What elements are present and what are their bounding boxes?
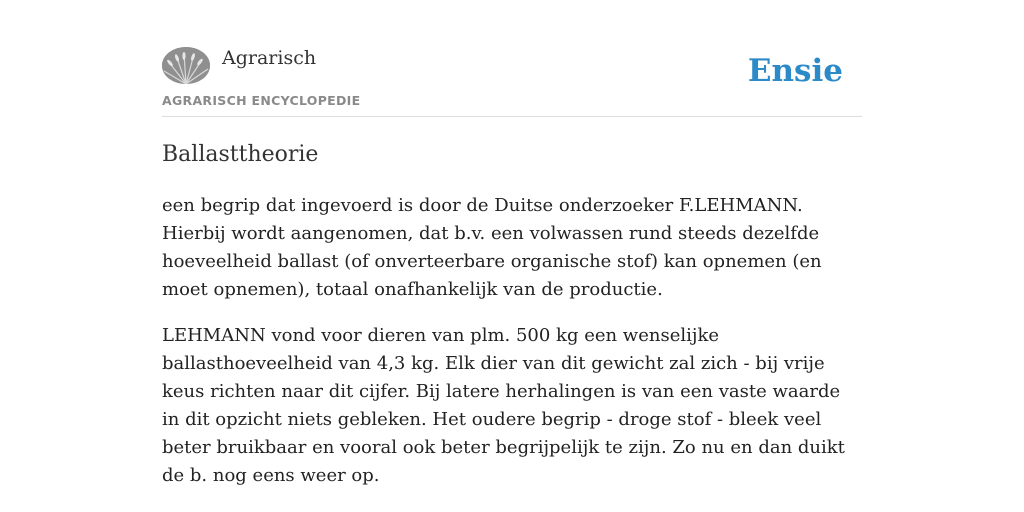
header (162, 46, 862, 117)
paragraph-2: LEHMANN vond voor dieren van plm. 500 kg een wenselijke ballasthoeveelheid van 4,3 kg. Elk dier van dit gewicht zal zich - bij vrije keus richten naar dit cijfer. Bij latere herhalingen is van een vaste waarde in dit opzicht niets gebleken. Het oudere begrip - droge stof - bleek veel beter bruikbaar en vooral ook beter begrijpelijk te zijn. Zo nu en dan duikt de b. nog eens weer op. (162, 325, 845, 486)
source-subtitle: AGRARISCH ENCYCLOPEDIE (162, 93, 361, 108)
source-avatar[interactable] (162, 47, 210, 84)
brand-logo[interactable]: Ensie (747, 53, 843, 89)
entry-content (162, 192, 862, 508)
wheat-icon (162, 47, 210, 84)
paragraph-1: een begrip dat ingevoerd is door de Duitse onderzoeker F.LEHMANN. Hierbij wordt aangenomen, dat b.v. een volwassen rund steeds dezelfde hoeveelheid ballast (of onverteerbare organische stof) kan opnemen (en moet opnemen), totaal onafhankelijk van de productie. (162, 195, 822, 300)
source-title[interactable]: Agrarisch (222, 47, 317, 69)
entry-title: Ballasttheorie (162, 142, 319, 167)
